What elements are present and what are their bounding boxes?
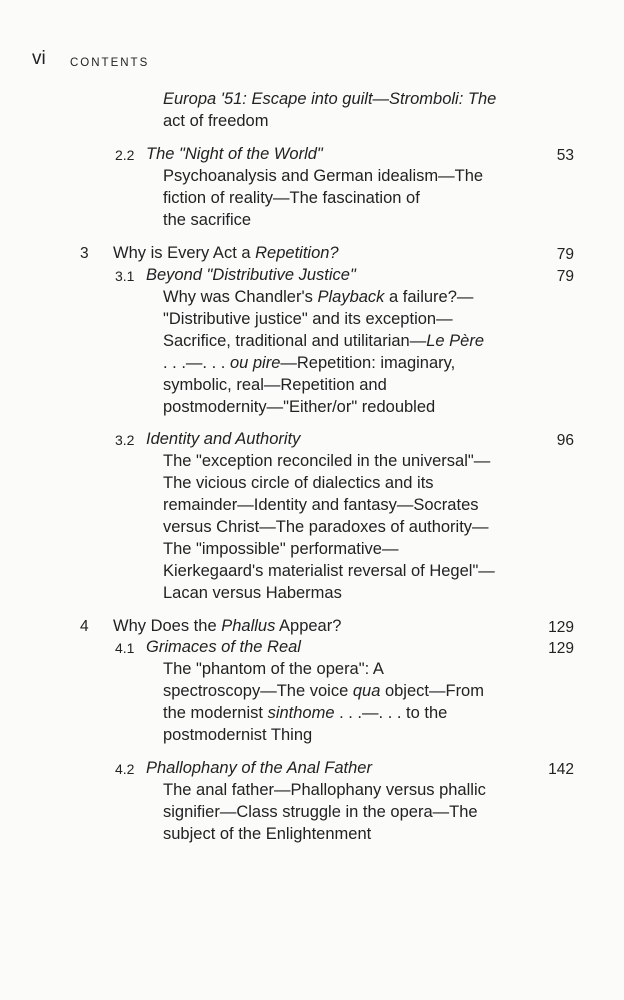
toc-text: Europa '51: Escape into guilt—Stromboli: The bbox=[163, 90, 497, 108]
section-page-number: 129 bbox=[548, 640, 574, 657]
toc-text-italic: Le Père bbox=[426, 332, 485, 350]
chapter-page-number: 79 bbox=[556, 246, 574, 263]
toc-description-line: The "exception reconciled in the universal"— bbox=[163, 452, 491, 470]
section-title: The "Night of the World" bbox=[146, 145, 323, 163]
section-page-number: 142 bbox=[548, 761, 574, 778]
toc-description-line: symbolic, real—Repetition and bbox=[163, 376, 387, 394]
chapter-title-text: Appear? bbox=[275, 617, 342, 635]
toc-description-line: signifier—Class struggle in the opera—The bbox=[163, 803, 478, 821]
section-number: 3.2 bbox=[115, 432, 135, 448]
section-page-number: 96 bbox=[556, 432, 574, 449]
toc-description-line: The "impossible" performative— bbox=[163, 540, 399, 558]
toc-text: . . .—. . . to the bbox=[334, 704, 448, 722]
chapter-title-italic: Phallus bbox=[221, 617, 276, 635]
chapter-page-number: 129 bbox=[548, 619, 574, 636]
section-page-number: 79 bbox=[556, 268, 574, 285]
toc-description-line: Lacan versus Habermas bbox=[163, 584, 342, 602]
section-page-number: 53 bbox=[556, 147, 574, 164]
toc-description-line: the sacrifice bbox=[163, 211, 252, 229]
chapter-title-italic: Repetition? bbox=[255, 244, 339, 262]
section-number: 4.2 bbox=[115, 761, 135, 777]
chapter-title bbox=[113, 615, 341, 637]
toc-text: —Repetition: imaginary, bbox=[280, 354, 456, 372]
running-header: CONTENTS bbox=[70, 57, 150, 69]
toc-description-line: subject of the Enlightenment bbox=[163, 825, 372, 843]
toc-text: object—From bbox=[380, 682, 484, 700]
section-title: Beyond "Distributive Justice" bbox=[146, 266, 356, 284]
toc-description-line: postmodernity—"Either/or" redoubled bbox=[163, 398, 436, 416]
toc-description-line: fiction of reality—The fascination of bbox=[163, 189, 420, 207]
toc-description-line bbox=[163, 88, 496, 110]
toc-description-line: postmodernist Thing bbox=[163, 726, 313, 744]
toc-description-line: The anal father—Phallophany versus phallic bbox=[163, 781, 486, 799]
toc-description-line: Psychoanalysis and German idealism—The bbox=[163, 167, 484, 185]
toc-description-line: "Distributive justice" and its exception— bbox=[163, 310, 453, 328]
toc-description-line: act of freedom bbox=[163, 112, 269, 130]
toc-text: a failure?— bbox=[384, 288, 474, 306]
section-number: 4.1 bbox=[115, 640, 135, 656]
chapter-title-text: Why is Every Act a bbox=[113, 244, 256, 262]
section-number: 3.1 bbox=[115, 268, 135, 284]
section-title: Identity and Authority bbox=[146, 430, 301, 448]
toc-text: the modernist bbox=[163, 704, 268, 722]
section-number: 2.2 bbox=[115, 147, 135, 163]
toc-text-italic: qua bbox=[352, 682, 381, 700]
chapter-title bbox=[113, 242, 339, 264]
toc-description-line bbox=[163, 702, 447, 724]
chapter-title-text: Why Does the bbox=[113, 617, 222, 635]
toc-description-line bbox=[163, 286, 473, 308]
toc-description-line bbox=[163, 680, 484, 702]
toc-description-line: Kierkegaard's materialist reversal of Hegel"— bbox=[163, 562, 495, 580]
toc-text-italic: Playback bbox=[317, 288, 385, 306]
toc-description-line: versus Christ—The paradoxes of authority— bbox=[163, 518, 489, 536]
toc-text: . . .—. . . bbox=[163, 354, 230, 372]
toc-description-line: The "phantom of the opera": A bbox=[163, 660, 384, 678]
toc-text: Why was Chandler's bbox=[163, 288, 318, 306]
toc-description-line: The vicious circle of dialectics and its bbox=[163, 474, 434, 492]
chapter-number: 4 bbox=[80, 618, 89, 635]
section-title: Grimaces of the Real bbox=[146, 638, 301, 656]
section-title: Phallophany of the Anal Father bbox=[146, 759, 372, 777]
toc-text: Sacrifice, traditional and utilitarian— bbox=[163, 332, 427, 350]
toc-description-line: remainder—Identity and fantasy—Socrates bbox=[163, 496, 479, 514]
toc-description-line bbox=[163, 352, 455, 374]
toc-text-italic: sinthome bbox=[267, 704, 335, 722]
toc-description-line bbox=[163, 330, 484, 352]
chapter-number: 3 bbox=[80, 245, 89, 262]
page-number: vi bbox=[32, 48, 46, 69]
toc-text-italic: ou pire bbox=[229, 354, 281, 372]
toc-text: spectroscopy—The voice bbox=[163, 682, 353, 700]
